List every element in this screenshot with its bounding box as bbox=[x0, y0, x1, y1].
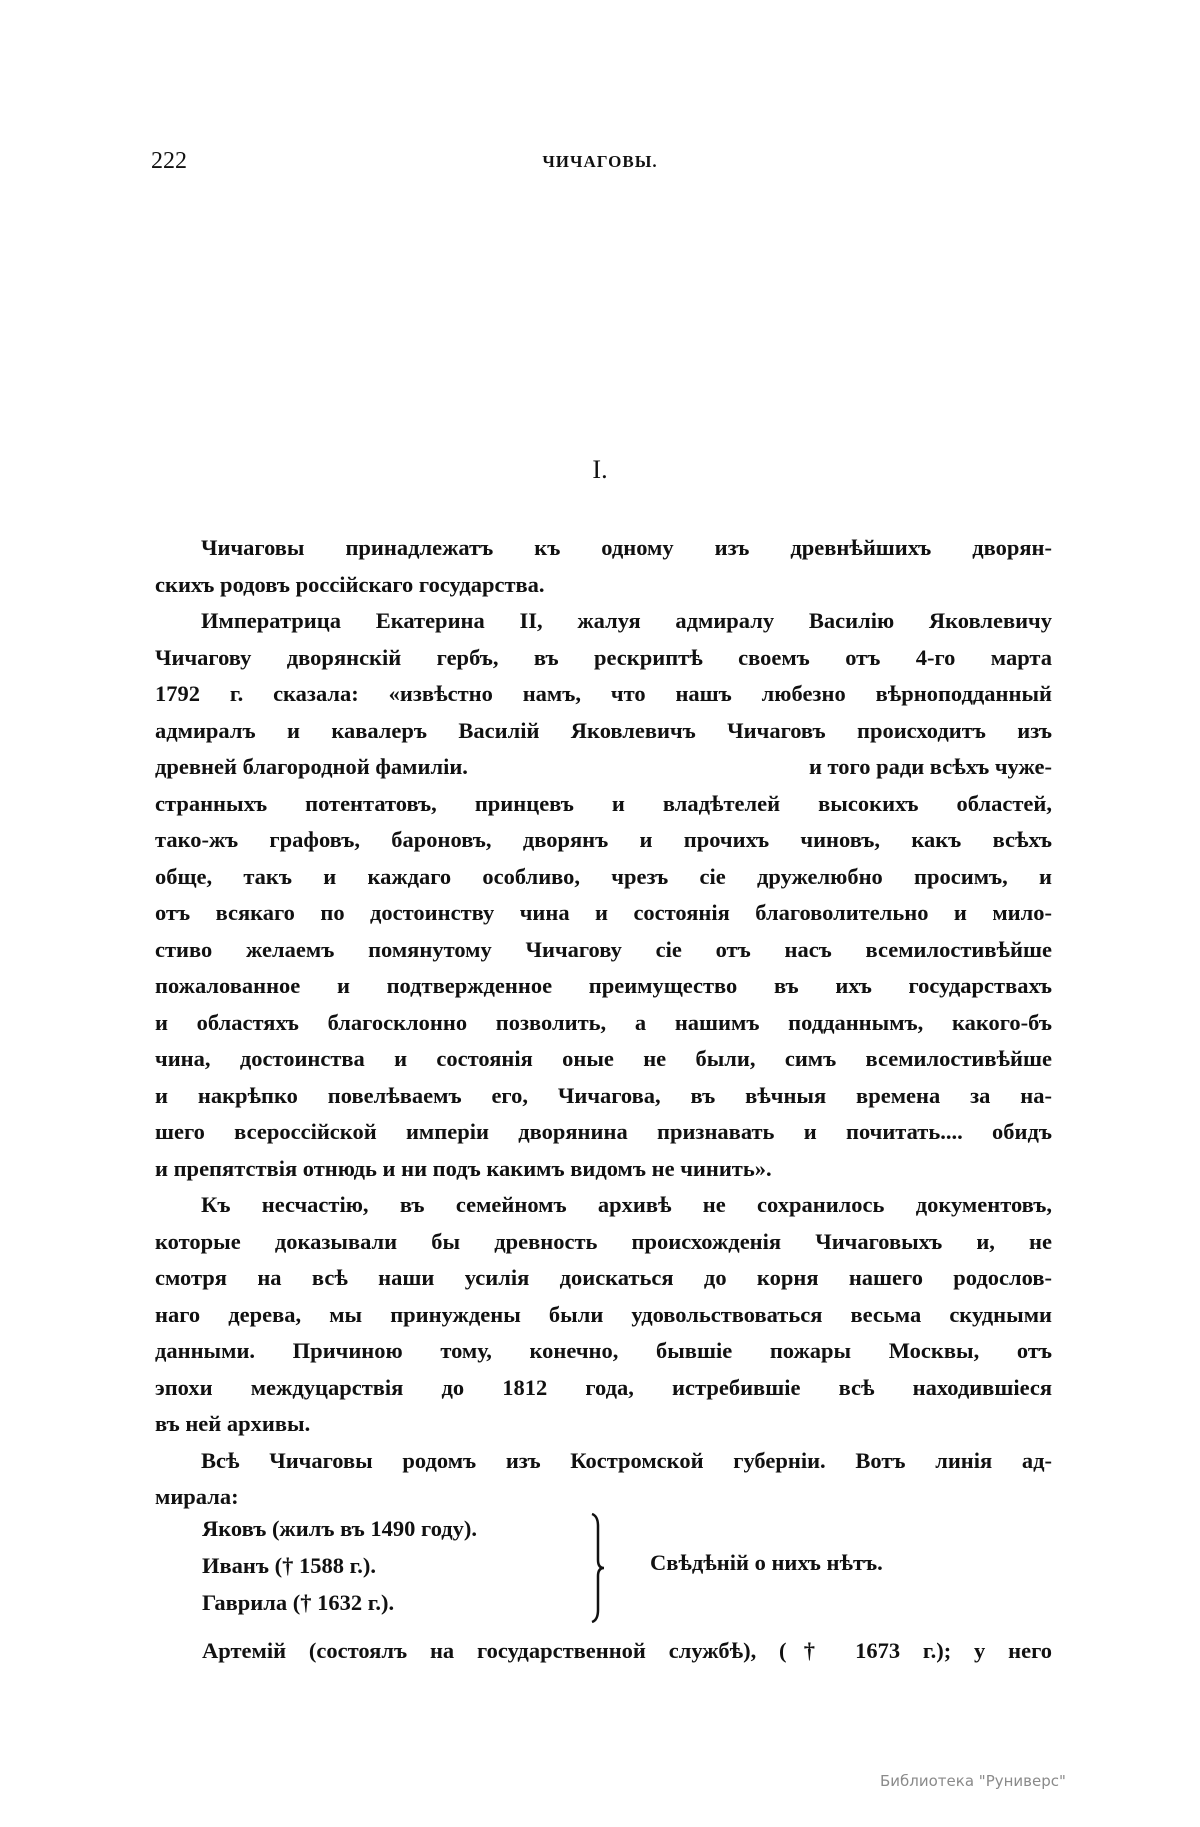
text-line: Чичагову дворянскій гербъ, въ рескриптѣ своемъ отъ 4-го марта bbox=[155, 644, 1052, 670]
text-line: адмиралъ и кавалеръ Василій Яковлевичъ Чичаговъ происходитъ изъ bbox=[155, 717, 1052, 743]
running-title: ЧИЧАГОВЫ. bbox=[542, 152, 658, 171]
library-watermark: Библиотека "Руниверс" bbox=[880, 1772, 1066, 1790]
genealogy-note: Свѣдѣній о нихъ нѣтъ. bbox=[650, 1550, 883, 1575]
text-line: данными. Причиною тому, конечно, бывшіе пожары Москвы, отъ bbox=[155, 1338, 1052, 1363]
text-line: скихъ родовъ россійскаго государства. bbox=[155, 571, 545, 597]
page-number: 222 bbox=[151, 148, 187, 174]
genealogy-entry: Яковъ (жилъ въ 1490 году). bbox=[202, 1516, 478, 1541]
text-line: смотря на всѣ наши усилія доискаться до корня нашего родослов- bbox=[155, 1265, 1052, 1290]
text-line: обще, такъ и каждаго особливо, чрезъ сіе дружелюбно просимъ, и bbox=[155, 863, 1052, 889]
text-line: странныхъ потентатовъ, принцевъ и владѣтелей высокихъ областей, bbox=[155, 790, 1052, 816]
text-line: которые доказывали бы древность происхожденія Чичаговыхъ и, не bbox=[155, 1228, 1052, 1254]
text-line: эпохи междуцарствія до 1812 года, истребившіе всѣ находившіеся bbox=[155, 1374, 1052, 1400]
text-line: отъ всякаго по достоинству чина и состоянія благоволительно и мило- bbox=[155, 900, 1052, 925]
text-line: и областяхъ благосклонно позволить, а нашимъ подданнымъ, какого-бъ bbox=[155, 1009, 1052, 1035]
text-line: и накрѣпко повелѣваемъ его, Чичагова, въ вѣчныя времена за на- bbox=[155, 1082, 1052, 1108]
body-text bbox=[155, 530, 1052, 1516]
text-fragment: и того ради всѣхъ чуже- bbox=[808, 754, 1052, 779]
text-line: мирала: bbox=[155, 1484, 239, 1509]
text-line: чина, достоинства и состоянія оные не были, симъ всемилостивѣйше bbox=[155, 1046, 1052, 1071]
text-line: въ ней архивы. bbox=[155, 1411, 311, 1436]
text-line bbox=[155, 749, 1052, 786]
genealogy-entry: Гаврила († 1632 г.). bbox=[202, 1590, 395, 1615]
text-line: тако-жъ графовъ, бароновъ, дворянъ и прочихъ чиновъ, какъ всѣхъ bbox=[155, 827, 1052, 852]
section-number: I. bbox=[592, 455, 608, 484]
genealogy-list bbox=[202, 1510, 477, 1621]
text-line: стиво желаемъ помянутому Чичагову сіе отъ насъ всемилостивѣйше bbox=[155, 936, 1052, 962]
text-line: Императрица Екатерина II, жалуя адмиралу Василію Яковлевичу bbox=[201, 608, 1052, 633]
genealogy-entry: Иванъ († 1588 г.). bbox=[202, 1553, 377, 1578]
text-line: Всѣ Чичаговы родомъ изъ Костромской губерніи. Вотъ линія ад- bbox=[201, 1447, 1052, 1473]
text-line: шего всероссійской имперіи дворянина признавать и почитать.... обидъ bbox=[155, 1119, 1052, 1144]
text-fragment: древней благородной фамиліи. bbox=[155, 754, 468, 779]
text-line: наго дерева, мы принуждены были удовольствоваться весьма скудными bbox=[155, 1301, 1052, 1327]
text-line: Къ несчастію, въ семейномъ архивѣ не сохранилось документовъ, bbox=[201, 1192, 1052, 1217]
text-line: пожалованное и подтвержденное преимущество въ ихъ государствахъ bbox=[155, 973, 1052, 998]
text-line: 1792 г. сказала: «извѣстно намъ, что нашъ любезно вѣрноподданный bbox=[155, 681, 1052, 706]
text-line: и препятствія отнюдь и ни подъ какимъ видомъ не чинить». bbox=[155, 1155, 772, 1181]
text-line: Чичаговы принадлежатъ къ одному изъ древнѣйшихъ дворян- bbox=[201, 535, 1052, 560]
genealogy-next-line: Артемій (состоялъ на государственной службѣ), († 1673 г.); у него bbox=[202, 1638, 1052, 1663]
brace-icon bbox=[588, 1512, 608, 1624]
